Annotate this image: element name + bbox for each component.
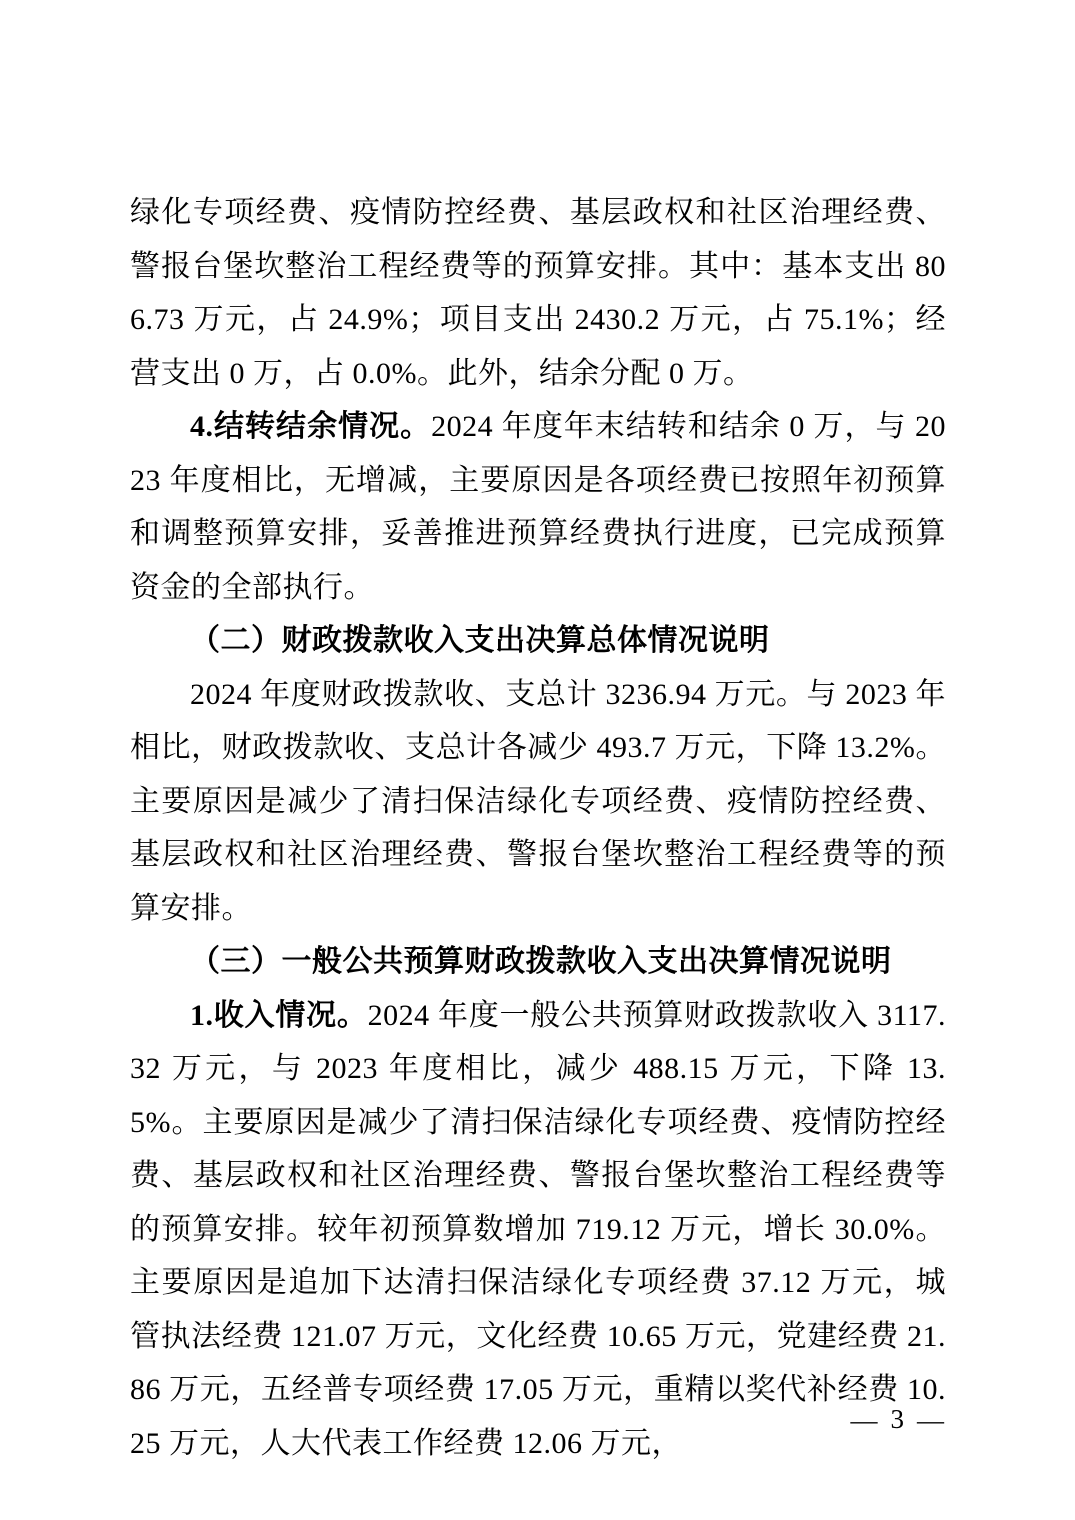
footer-dash-right: —	[917, 1405, 944, 1435]
section-heading-text: （三）一般公共预算财政拨款收入支出决算情况说明	[190, 945, 892, 978]
page-footer	[851, 1404, 945, 1436]
section-heading-3	[130, 935, 946, 989]
paragraph	[130, 668, 946, 936]
document-body	[130, 186, 946, 1470]
paragraph-text: 2024 年度年末结转和结余 0 万，与 2023 年度相比，无增减，主要原因是各项经费已按照年初预算和调整预算安排，妥善推进预算经费执行进度，已完成预算资金的全部执行。	[130, 410, 947, 604]
section-heading-2	[130, 614, 946, 668]
footer-dash-left: —	[850, 1405, 878, 1435]
paragraph-continuation	[130, 186, 946, 400]
section-heading-text: （二）财政拨款收入支出决算总体情况说明	[190, 624, 770, 657]
paragraph	[130, 989, 946, 1471]
paragraph-text: 绿化专项经费、疫情防控经费、基层政权和社区治理经费、警报台堡坎整治工程经费等的预算安排。其中：基本支出 806.73 万元，占 24.9%；项目支出 2430.2 万元，占 75.1%；经营支出 0 万，占 0.0%。此外，结余分配 0 万。	[130, 196, 946, 390]
paragraph-text: 2024 年度财政拨款收、支总计 3236.94 万元。与 2023 年相比，财政拨款收、支总计各减少 493.7 万元，下降 13.2%。主要原因是减少了清扫保洁绿化专项经费、疫情防控经费、基层政权和社区治理经费、警报台堡坎整治工程经费等的预算安排。	[130, 677, 946, 925]
paragraph-text: 2024 年度一般公共预算财政拨款收入 3117.32 万元，与 2023 年度相比，减少 488.15 万元，下降 13.5%。主要原因是减少了清扫保洁绿化专项经费、疫情防控经费、基层政权和社区治理经费、警报台堡坎整治工程经费等的预算安排。较年初预算数增加 719.12 万元，增长 30.0%。主要原因是追加下达清扫保洁绿化专项经费 37.12 万元，城管执法经费 121.07 万元，文化经费 10.65 万元，党建经费 21.86 万元，五经普专项经费 17.05 万元，重精以奖代补经费 10.25 万元，人大代表工作经费 12.06 万元，	[130, 998, 947, 1460]
paragraph-lead: 1.收入情况。	[190, 998, 368, 1032]
page-number: 3	[890, 1404, 904, 1434]
paragraph	[130, 400, 946, 614]
paragraph-lead: 4.结转结余情况。	[190, 410, 432, 443]
